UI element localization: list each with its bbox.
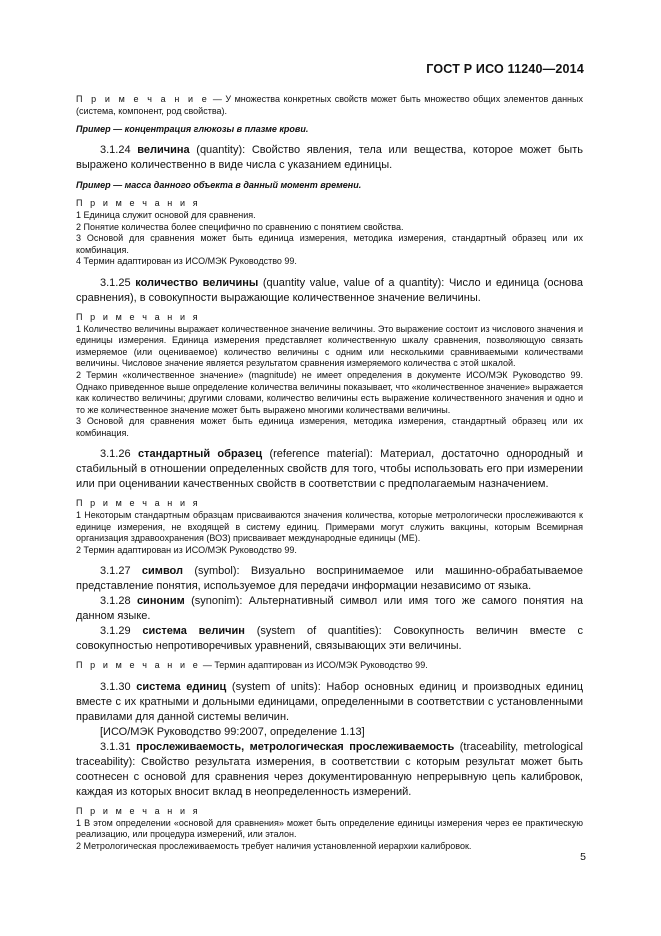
term-definition: (synonim): Альтернативный символ или имя того же самого понятия на данном языке. — [76, 595, 583, 623]
term-3-1-30 — [76, 680, 583, 725]
term-definition: (reference material): Материал, достаточно однородный и стабильный в отношении определенных свойств для того, чтобы использовать его при измерении или при оценивании качественных свойств в соответствии с предполагаемым назначением. — [76, 448, 583, 491]
term-number: 3.1.28 — [100, 595, 131, 608]
example: Пример — масса данного объекта в данный момент времени. — [76, 179, 362, 190]
document-code: ГОСТ Р ИСО 11240—2014 — [426, 62, 584, 76]
note-item: 3 Основой для сравнения может быть единица измерения, методика измерения, стандартный образец или их комбинация. — [76, 233, 583, 255]
note-label: П р и м е ч а н и е — [76, 94, 210, 104]
notes-heading: П р и м е ч а н и я — [76, 198, 201, 209]
notes-heading: П р и м е ч а н и я — [76, 498, 201, 509]
term-3-1-24 — [76, 143, 583, 173]
note-item: 2 Понятие количества более специфично по сравнению с понятием свойства. — [76, 221, 404, 232]
note-item: 2 Метрологическая прослеживаемость требует наличия установленной иерархии калибровок. — [76, 840, 472, 851]
note-item: 1 Количество величины выражает количественное значение величины. Это выражение состоит из числового значения и единицы измерения. Единица измерения представляет количественную шкалу сравнения, позволяющую связать измеряемое (или оцениваемое) количество величины с одним или несколькими сравниваемыми количествами величины. Числовое значение является результатом сравнения измеряемого количества с этой шкалой. — [76, 323, 583, 369]
note-item: 4 Термин адаптирован из ИСО/МЭК Руководство 99. — [76, 256, 297, 267]
term-name: символ — [141, 565, 183, 578]
notes-heading: П р и м е ч а н и я — [76, 806, 201, 817]
term-definition: (system of quantities): Совокупность величин вместе с совокупностью непротиворечивых уравнений, связывающих эти величины. — [76, 625, 583, 653]
term-name: величина — [137, 143, 190, 156]
example: Пример — концентрация глюкозы в плазме крови. — [76, 124, 309, 135]
term-name: количество величины — [135, 276, 259, 289]
note-item: 2 Термин «количественное значение» (magnitude) не имеет определения в документе ИСО/МЭК Руководство 99. Однако приведенное выше определение количества величины показывает, что «количественное значение» выражается как количество величины; другими словами, количество величины есть выражение количественного значения и одно и то же количественное значение может быть выражено многими количествами величины. — [76, 369, 583, 415]
term-name: система единиц — [136, 681, 227, 694]
term-number: 3.1.31 — [100, 741, 131, 754]
term-3-1-27 — [76, 564, 583, 594]
document-body — [76, 94, 583, 852]
term-number: 3.1.25 — [100, 276, 131, 289]
term-3-1-25 — [76, 276, 583, 306]
source-reference: [ИСО/МЭК Руководство 99:2007, определение 1.13] — [100, 726, 365, 739]
page-number: 5 — [580, 851, 586, 863]
note — [76, 660, 583, 672]
term-3-1-28 — [76, 594, 583, 624]
term-definition: (traceability, metrological traceability): Свойство результата измерения, в соответствии с которым результат может быть соотнесен с основой для сравнения через документированную непрерывную цепь калибровок, каждая из которых вносит вклад в неопределенность измерений. — [76, 741, 584, 799]
notes-heading: П р и м е ч а н и я — [76, 311, 201, 322]
term-number: 3.1.24 — [100, 143, 131, 156]
term-definition: (system of units): Набор основных единиц и производных единиц вместе с их кратными и дольными единицами, определенными в соответствии с установленными правилами для данной системы величин. — [76, 681, 584, 724]
term-number: 3.1.26 — [100, 448, 131, 461]
note-text: — У множества конкретных свойств может быть множество общих элементов данных (система, компонент, род свойства). — [76, 94, 583, 116]
term-number: 3.1.30 — [100, 681, 131, 694]
note — [76, 94, 583, 117]
term-number: 3.1.29 — [100, 625, 131, 638]
term-3-1-31 — [76, 740, 583, 800]
note-item: 1 Некоторым стандартным образцам присваиваются значения количества, которые метрологически прослеживаются к единице измерения, не входящей в систему единиц. Примерами могут служить вакцины, которым Всемирная организация здравоохранения (ВОЗ) присваивает международные единицы (МЕ). — [76, 510, 583, 544]
term-name: прослеживаемость, метрологическая прослеживаемость — [136, 741, 455, 754]
note-label: П р и м е ч а н и е — [76, 660, 201, 671]
term-definition: (symbol): Визуально воспринимаемое или машинно-обрабатываемое представление понятия, используемое для передачи информации независимо от языка. — [76, 565, 584, 593]
term-definition: (quantity): Свойство явления, тела или вещества, которое может быть выражено количественно в виде числа с указанием единицы. — [76, 143, 583, 171]
note-text: — Термин адаптирован из ИСО/МЭК Руководство 99. — [202, 660, 428, 671]
term-3-1-26 — [76, 447, 583, 492]
term-name: стандартный образец — [137, 448, 263, 461]
term-name: система величин — [142, 625, 245, 638]
note-item: 2 Термин адаптирован из ИСО/МЭК Руководство 99. — [76, 544, 297, 555]
note-item: 3 Основой для сравнения может быть единица измерения, методика измерения, стандартный образец или их комбинация. — [76, 416, 583, 438]
term-definition: (quantity value, value of a quantity): Число и единица (основа сравнения), в совокупности выражающие количественное значение величины. — [76, 276, 583, 304]
term-number: 3.1.27 — [100, 565, 131, 578]
note-item: 1 Единица служит основой для сравнения. — [76, 209, 256, 220]
term-3-1-29 — [76, 624, 583, 654]
note-item: 1 В этом определении «основой для сравнения» может быть определение единицы измерения через ее практическую реализацию, или процедура измерений, или эталон. — [76, 817, 583, 840]
term-name: синоним — [136, 595, 185, 608]
